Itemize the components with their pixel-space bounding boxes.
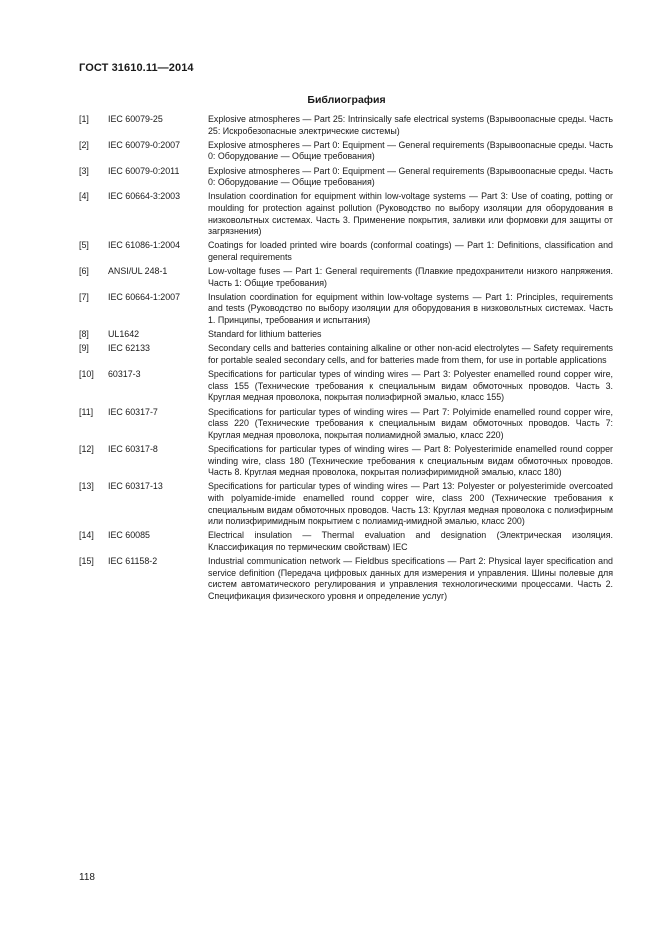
document-code: ГОСТ 31610.11—2014 [79,62,194,74]
entry-number: [5] [79,240,89,251]
entry-number: [11] [79,406,94,417]
entry-number: [13] [79,481,94,492]
entry-number: [1] [79,114,89,124]
bibliography-entry [79,530,614,553]
entry-standard: IEC 60664-1:2007 [108,291,181,302]
bibliography-list [79,114,614,605]
entry-standard: IEC 60317-7 [108,406,158,417]
bibliography-entry [79,240,614,263]
entry-description: Insulation coordination for equipment within low-voltage systems — Part 3: Use of coating, potting or moulding for protection against pollution (Руководство по выбору изоляции для оборудования в низковольтных системах. Часть 3. Применение покрытия, заливки или формовки для защиты от загрязнения) [208,191,613,237]
entry-standard: IEC 60664-3:2003 [108,191,181,202]
entry-standard: IEC 60317-8 [108,443,158,454]
entry-description: Specifications for particular types of winding wires — Part 8: Polyesterimide enamelled round copper winding wire, class 180 (Технические требования к специальным видам обмоточных проводов. Часть 8. Круглая медная проволока, покрытая полиэфиримидной эмалью, класс 180) [208,443,613,478]
entry-number: [7] [79,291,89,302]
entry-description: Secondary cells and batteries containing alkaline or other non-acid electrolytes — Safety requirements for portable sealed secondary cells, and for batteries made from them, for use in portable applications [208,343,613,366]
entry-standard: IEC 60079-0:2011 [108,165,180,176]
entry-description: Specifications for particular types of winding wires — Part 13: Polyester or polyesterimide overcoated with polyamide-imide enamelled round copper wire, class 200 (Технические требования к специальным видам обмоточных проводов. Часть 13: Круглая медная проволока с полиэфирным или полиэфиримидным покрытием с полиамид-имидной эмалью, класс 200) [208,481,613,527]
bibliography-entry [79,114,614,137]
bibliography-entry [79,556,614,602]
entry-number: [10] [79,369,94,380]
entry-standard: IEC 60317-13 [108,481,163,492]
bibliography-entry [79,444,614,479]
bibliography-entry [79,266,614,289]
entry-standard: IEC 62133 [108,343,150,354]
entry-standard: 60317-3 [108,369,141,380]
bibliography-entry [79,329,614,341]
bibliography-entry [79,191,614,237]
entry-number: [15] [79,556,94,567]
entry-standard: IEC 60085 [108,530,150,541]
entry-number: [3] [79,165,89,176]
entry-standard: UL1642 [108,329,140,340]
bibliography-entry [79,166,614,189]
entry-number: [4] [79,191,89,202]
bibliography-entry [79,481,614,527]
entry-description: Specifications for particular types of winding wires — Part 7: Polyimide enamelled round copper wire, class 220 (Технические требования к специальным видам обмоточных проводов. Часть 7: Круглая медная проволока, покрытая полиамидной эмалью, класс 220) [208,406,613,440]
bibliography-title: Библиография [307,94,386,106]
page-number: 118 [79,872,95,883]
entry-standard: IEC 61158-2 [108,556,158,567]
entry-description: Industrial communication network — Fieldbus specifications — Part 2: Physical layer specification and service definition (Передача цифровых данных для измерения и управления. Шины полевые для систем автоматического регулирования и управления технологическими процессами. Часть 2. Спецификация физического уровня и определение услуг) [208,556,613,601]
bibliography-entry [79,343,614,366]
entry-description: Explosive atmospheres — Part 0: Equipment — General requirements (Взрывоопасные среды. Часть 0: Оборудование — Общие требования) [208,165,613,188]
bibliography-entry [79,407,614,442]
bibliography-entry [79,140,614,163]
entry-description: Explosive atmospheres — Part 0: Equipment — General requirements (Взрывоопасные среды. Часть 0: Оборудование — Общие требования) [208,139,613,162]
entry-number: [14] [79,530,94,541]
entry-description: Explosive atmospheres — Part 25: Intrinsically safe electrical systems (Взрывоопасные среды. Часть 25: Искробезопасные электрические системы) [208,114,613,136]
bibliography-entry [79,292,614,327]
entry-description: Specifications for particular types of winding wires — Part 3: Polyester enamelled round copper wire, class 155 (Технические требования к специальным видам обмоточных проводов. Часть 3. Круглая медная проволока, покрытая полиэфирной эмалью, класс 155) [208,369,613,403]
entry-description: Low-voltage fuses — Part 1: General requirements (Плавкие предохранители низкого напряжения. Часть 1: Общие требования) [208,266,613,288]
entry-description: Electrical insulation — Thermal evaluation and designation (Электрическая изоляция. Классификация по термическим свойствам) IEC [208,530,613,552]
bibliography-entry [79,369,614,404]
entry-number: [8] [79,329,89,340]
entry-standard: IEC 61086-1:2004 [108,240,181,251]
entry-standard: IEC 60079-25 [108,114,163,124]
entry-standard: ANSI/UL 248-1 [108,266,168,277]
entry-number: [9] [79,343,89,354]
entry-description: Insulation coordination for equipment within low-voltage systems — Part 1: Principles, requirements and tests (Руководство по выбору изоляции для оборудования в низковольтных системах. Часть 1. Принципы, требования и испытания) [208,291,613,326]
entry-number: [12] [79,443,94,454]
entry-number: [2] [79,139,89,150]
entry-standard: IEC 60079-0:2007 [108,139,181,150]
entry-description: Standard for lithium batteries [208,329,322,340]
entry-number: [6] [79,266,89,277]
entry-description: Coatings for loaded printed wire boards (conformal coatings) — Part 1: Definitions, classification and general requirements [208,240,613,262]
